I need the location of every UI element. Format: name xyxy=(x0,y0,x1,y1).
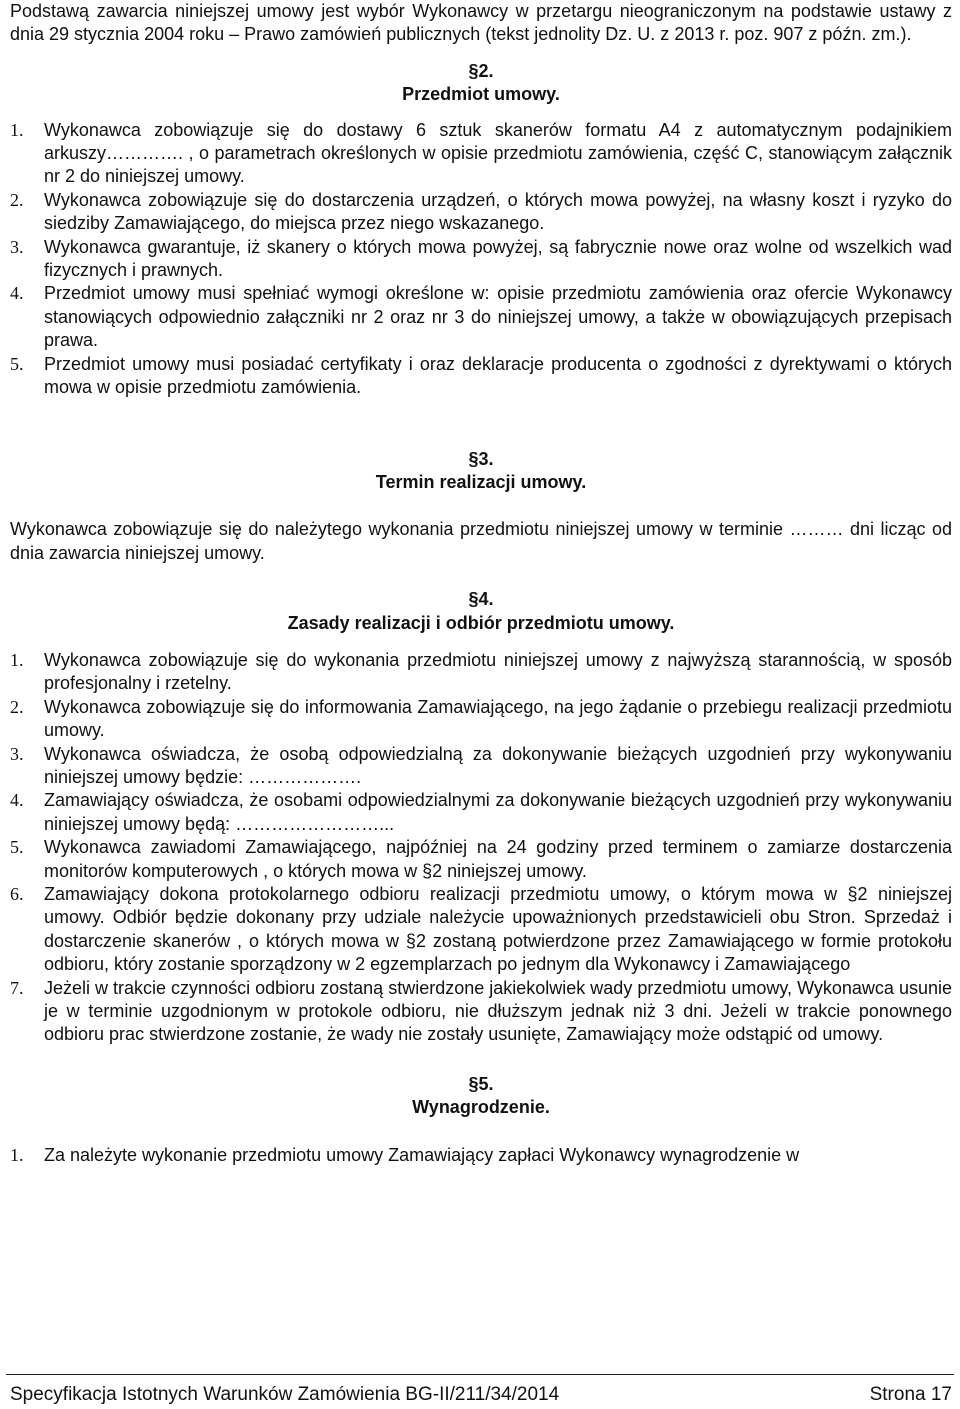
item-number: 2. xyxy=(10,696,24,717)
item-text: Za należyte wykonanie przedmiotu umowy Zamawiający zapłaci Wykonawcy wynagrodzenie w xyxy=(44,1144,800,1165)
section-2-heading xyxy=(10,60,952,107)
section-4-list xyxy=(10,649,952,1047)
item-number: 2. xyxy=(10,189,24,210)
item-text: Zamawiający dokona protokolarnego odbioru realizacji przedmiotu umowy, o którym mowa w §2 niniejszej umowy. Odbiór będzie dokonany przy udziale należycie upoważnionych przedstawicieli obu Stron. Sprzedaż i dostarczenie skanerów , o których mowa w §2 zostaną potwierdzone przez Zamawiającego w formie protokołu odbioru, który zostanie sporządzony w 2 egzemplarzach po jednym dla Wykonawcy i Zamawiającego xyxy=(44,884,952,975)
list-item xyxy=(10,1144,952,1167)
list-item xyxy=(10,353,952,400)
item-text: Wykonawca gwarantuje, iż skanery o których mowa powyżej, są fabrycznie nowe oraz wolne od wszelkich wad fizycznych i prawnych. xyxy=(44,236,952,281)
section-5-list xyxy=(10,1144,952,1167)
footer-divider xyxy=(6,1374,954,1375)
footer-page-number: Strona 17 xyxy=(869,1384,952,1405)
item-text: Wykonawca zobowiązuje się do informowania Zamawiającego, na jego żądanie o przebiegu realizacji przedmiotu umowy. xyxy=(44,696,952,741)
item-number: 7. xyxy=(10,977,24,998)
list-item xyxy=(10,696,952,743)
footer-document-title: Specyfikacja Istotnych Warunków Zamówienia BG-II/211/34/2014 xyxy=(10,1384,560,1405)
section-2-number: §2. xyxy=(468,60,494,81)
item-number: 3. xyxy=(10,236,24,257)
item-number: 1. xyxy=(10,1144,24,1165)
item-number: 3. xyxy=(10,743,24,764)
item-text: Wykonawca zobowiązuje się do dostawy 6 sztuk skanerów formatu A4 z automatycznym podajnikiem arkuszy…………. , o parametrach określonych w opisie przedmiotu zamówienia, część C, stanowiącym załącznik nr 2 do niniejszej umowy. xyxy=(44,119,952,187)
item-text: Wykonawca zobowiązuje się do wykonania przedmiotu niniejszej umowy z najwyższą starannością, w sposób profesjonalny i rzetelny. xyxy=(44,649,952,694)
section-4-title: Zasady realizacji i odbiór przedmiotu umowy. xyxy=(287,612,675,633)
list-item xyxy=(10,743,952,790)
section-5-heading xyxy=(10,1073,952,1120)
item-text: Przedmiot umowy musi spełniać wymogi określone w: opisie przedmiotu zamówienia oraz ofercie Wykonawcy stanowiących odpowiednio załączniki nr 2 oraz nr 3 do niniejszej umowy, a także w obowiązujących przepisach prawa. xyxy=(44,283,952,351)
item-text: Wykonawca oświadcza, że osobą odpowiedzialną za dokonywanie bieżących uzgodnień przy wykonywaniu niniejszej umowy będzie: ………………. xyxy=(44,743,952,787)
item-number: 1. xyxy=(10,649,24,670)
section-5-title: Wynagrodzenie. xyxy=(412,1097,550,1118)
list-item xyxy=(10,883,952,977)
page-footer xyxy=(10,1383,952,1406)
section-3-number: §3. xyxy=(468,448,494,469)
item-number: 4. xyxy=(10,790,24,811)
item-text: Wykonawca zobowiązuje się do dostarczenia urządzeń, o których mowa powyżej, na własny koszt i ryzyko do siedziby Zamawiającego, do miejsca przez niego wskazanego. xyxy=(44,189,952,234)
section-3-title: Termin realizacji umowy. xyxy=(375,471,587,492)
list-item xyxy=(10,189,952,236)
section-3-paragraph: Wykonawca zobowiązuje się do należytego wykonania przedmiotu niniejszej umowy w terminie ……… dni licząc od dnia zawarcia niniejszej umowy. xyxy=(10,519,952,563)
section-4-number: §4. xyxy=(468,589,494,610)
section-5-number: §5. xyxy=(468,1073,494,1094)
document-body xyxy=(10,0,952,1167)
list-item xyxy=(10,282,952,352)
list-item xyxy=(10,977,952,1047)
list-item xyxy=(10,836,952,883)
item-number: 6. xyxy=(10,884,24,904)
item-text: Wykonawca zawiadomi Zamawiającego, najpóźniej na 24 godziny przed terminem o zamiarze dostarczenia monitorów komputerowych , o których mowa w §2 niniejszej umowy. xyxy=(44,837,952,881)
item-number: 4. xyxy=(10,283,24,304)
section-4-heading xyxy=(10,588,952,635)
section-2-title: Przedmiot umowy. xyxy=(402,84,560,105)
list-item xyxy=(10,789,952,836)
list-item xyxy=(10,236,952,283)
item-number: 1. xyxy=(10,119,24,140)
item-text: Przedmiot umowy musi posiadać certyfikaty i oraz deklaracje producenta o zgodności z dyrektywami o których mowa w opisie przedmiotu zamówienia. xyxy=(44,353,952,398)
item-text: Zamawiający oświadcza, że osobami odpowiedzialnymi za dokonywanie bieżących uzgodnień przy wykonywaniu niniejszej umowy będą: ……………………... xyxy=(44,790,952,834)
item-text: Jeżeli w trakcie czynności odbioru zostaną stwierdzone jakiekolwiek wady przedmiotu umowy, Wykonawca usunie je w terminie uzgodnionym w protokole odbioru, nie dłuższym jednak niż 3 dni. Jeżeli w trakcie ponownego odbioru prac stwierdzone zostanie, że wady nie zostały usunięte, Zamawiający może odstąpić od umowy. xyxy=(44,977,952,1045)
item-number: 5. xyxy=(10,353,24,374)
list-item xyxy=(10,119,952,189)
intro-paragraph: Podstawą zawarcia niniejszej umowy jest wybór Wykonawcy w przetargu nieograniczonym na podstawie ustawy z dnia 29 stycznia 2004 roku – Prawo zamówień publicznych (tekst jednolity Dz. U. z 2013 r. poz. 907 z późn. zm.). xyxy=(10,1,952,45)
section-2-list xyxy=(10,119,952,400)
item-number: 5. xyxy=(10,837,24,858)
section-3-heading xyxy=(10,448,952,495)
list-item xyxy=(10,649,952,696)
